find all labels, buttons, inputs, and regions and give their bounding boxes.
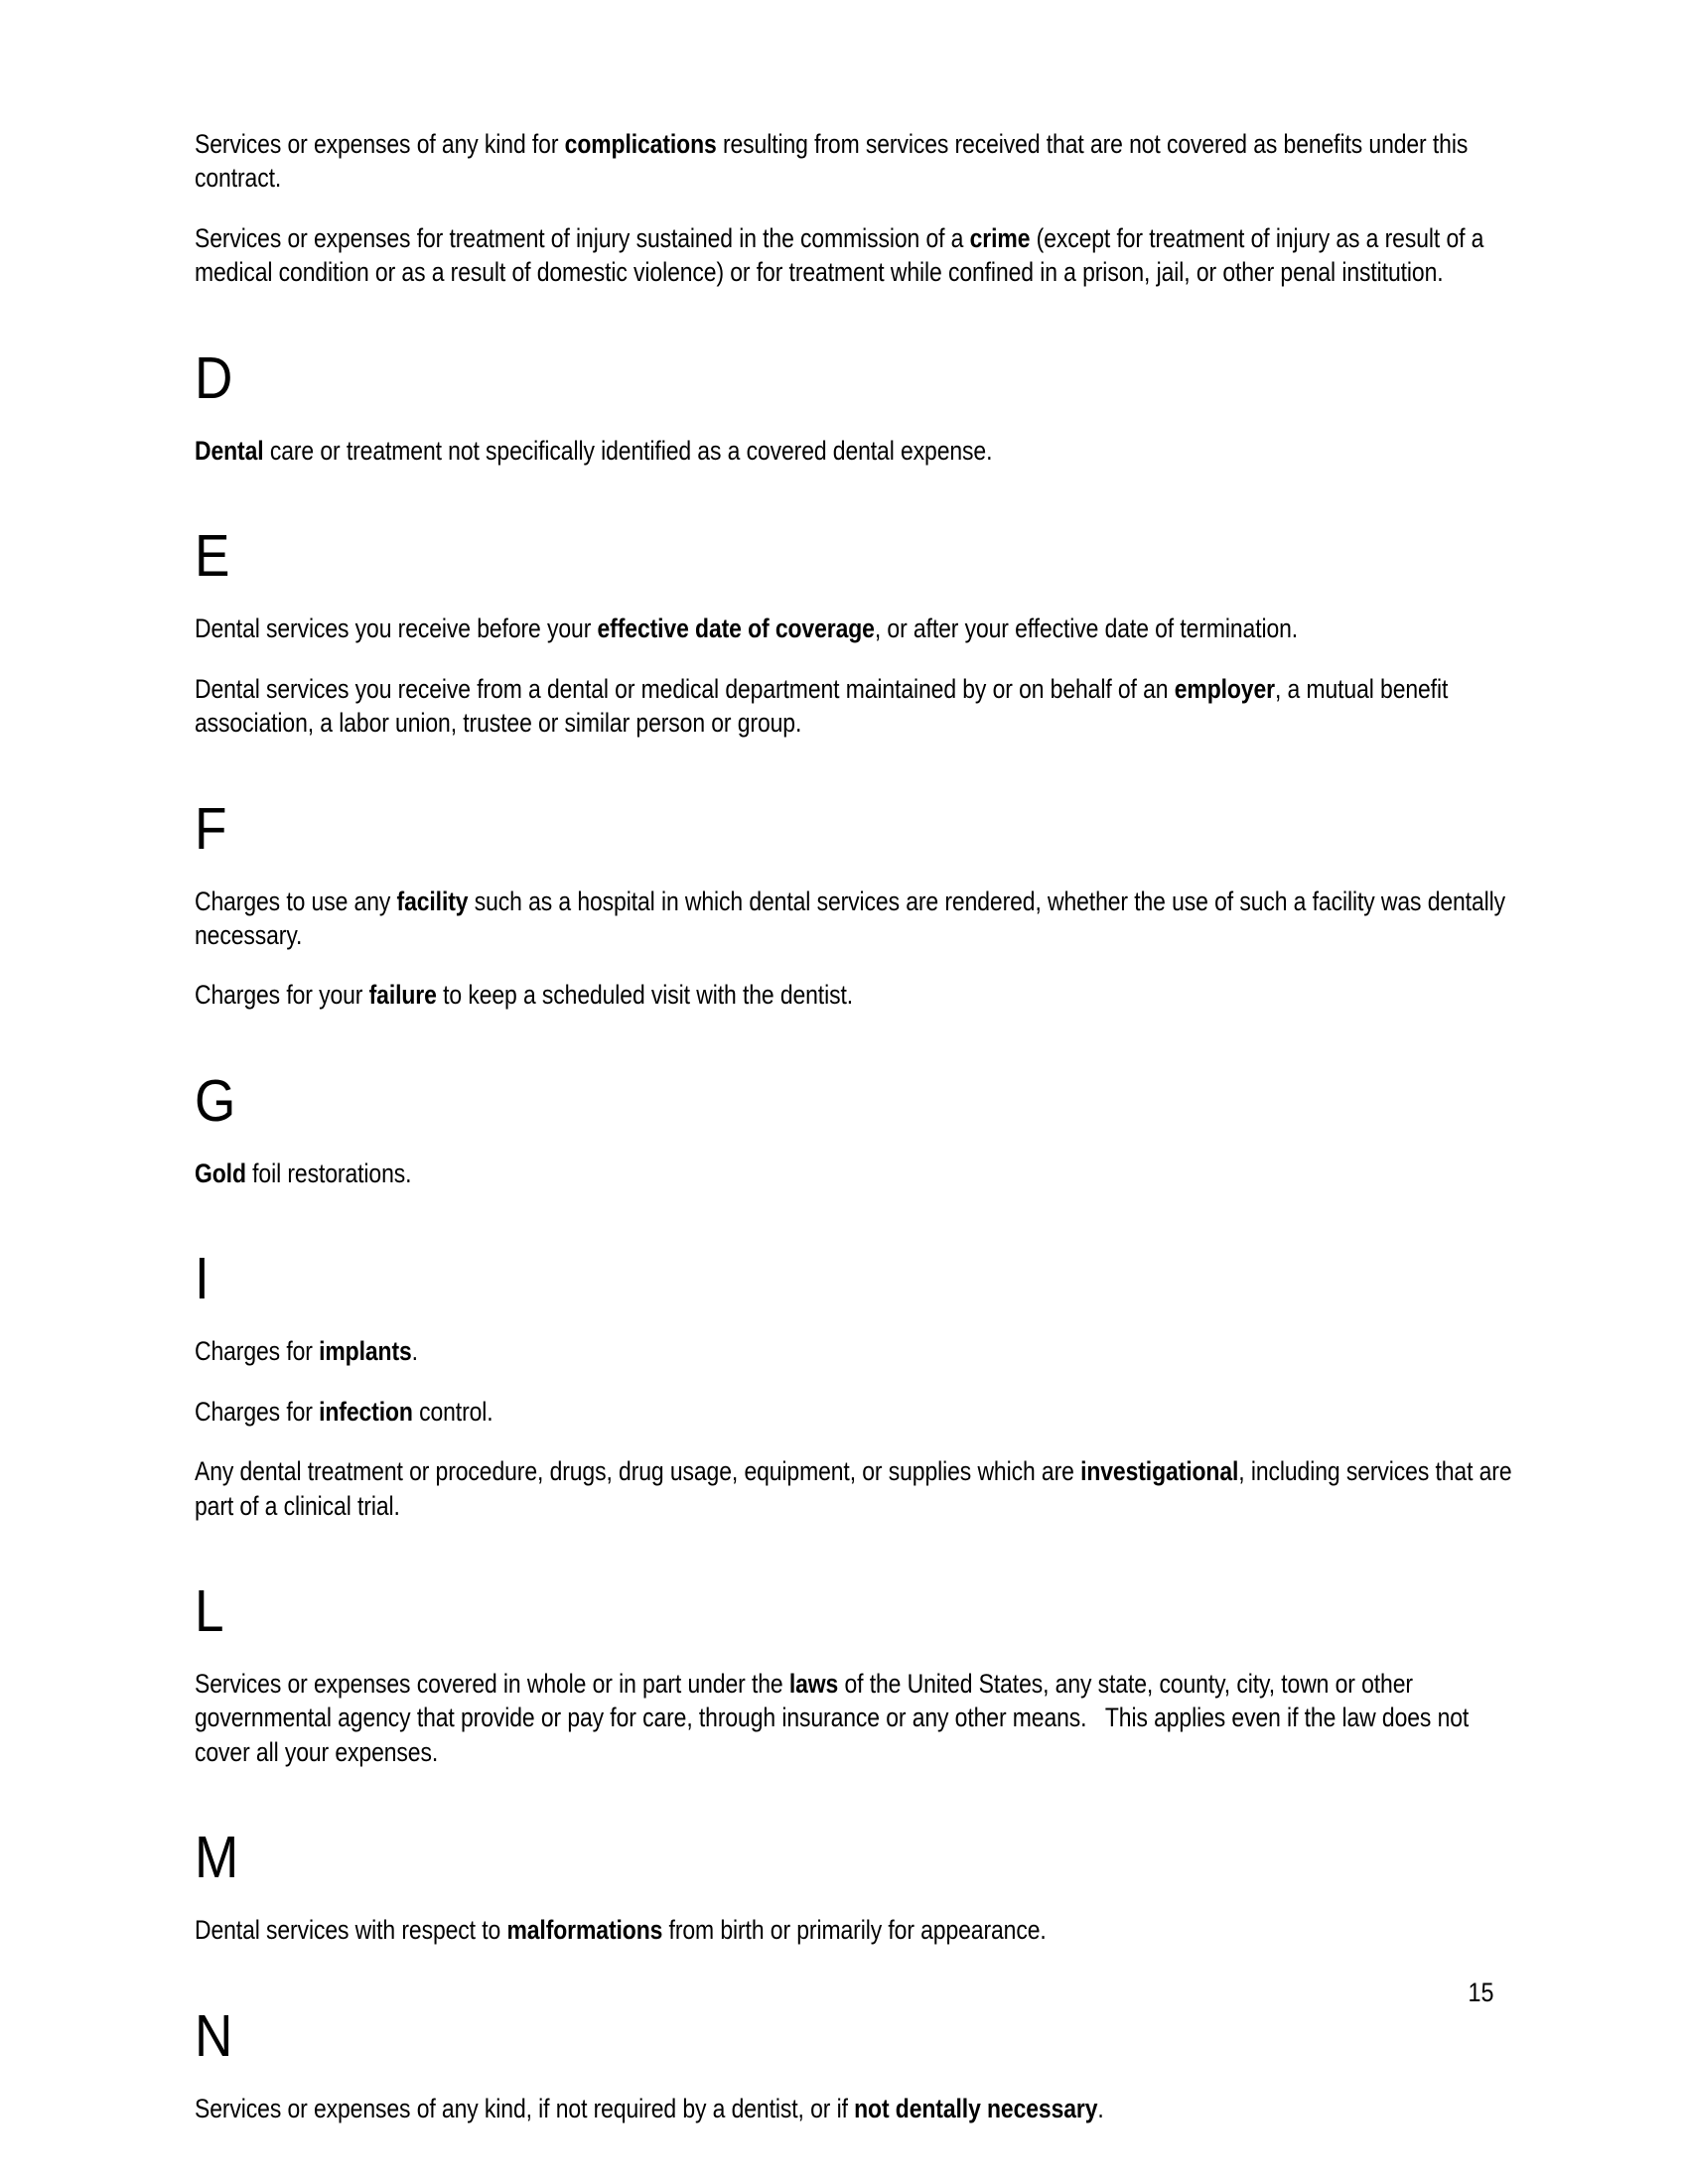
paragraph-text: of the United States, any state, county, city, town or other governmental agency that provide or pay for care, through insurance or any other means. This applies even if the law does not cover all your expenses. [195, 1669, 1476, 1767]
paragraph-text: Dental services you receive before your [195, 614, 598, 644]
paragraph-text: , or after your effective date of termination. [874, 614, 1299, 644]
paragraph-malformations [195, 1913, 1515, 1947]
emphasis-term: effective date of coverage [597, 614, 875, 644]
section-letter-heading: F [195, 795, 227, 862]
paragraph-text: Any dental treatment or procedure, drugs, drug usage, equipment, or supplies which are [195, 1456, 1081, 1487]
paragraph-text: such as a hospital in which dental services are rendered, whether the use of such a facility was dentally necessary. [195, 886, 1512, 950]
paragraph-text: to keep a scheduled visit with the dentist. [436, 980, 854, 1011]
paragraph-text: Services or expenses of any kind, if not required by a dentist, or if [195, 2093, 855, 2123]
emphasis-term: Gold [195, 1158, 246, 1188]
paragraph-text: Services or expenses for treatment of injury sustained in the commission of a [195, 222, 970, 253]
emphasis-term: Dental [195, 435, 264, 466]
section-l [195, 1549, 1515, 1769]
emphasis-term: infection [319, 1396, 413, 1427]
lettered-section-group [195, 316, 1518, 2125]
paragraph-effective-date [195, 612, 1515, 645]
section-spacer [195, 766, 1515, 800]
paragraph-text: foil restorations. [245, 1158, 412, 1188]
section-spacer [195, 316, 1515, 349]
paragraph-text: , including services that are part of a clinical trial. [195, 1456, 1518, 1521]
section-letter-heading: D [195, 344, 233, 411]
paragraph-text: Dental services you receive from a dental or medical department maintained by or on behalf of an [195, 673, 1175, 704]
emphasis-term: implants [319, 1336, 412, 1367]
section-i [195, 1216, 1518, 1523]
section-letter-heading: E [195, 523, 230, 590]
paragraph-failure [195, 978, 1515, 1012]
emphasis-term: laws [788, 1669, 839, 1699]
emphasis-term: crime [969, 222, 1031, 253]
section-letter-heading: I [195, 1246, 210, 1312]
paragraph-gold [195, 1157, 1515, 1190]
paragraph-text: Charges for [195, 1336, 320, 1367]
paragraph-text: Dental services with respect to [195, 1915, 507, 1946]
section-spacer [195, 493, 1515, 527]
section-spacer [195, 1549, 1515, 1582]
section-m [195, 1795, 1515, 1947]
paragraph-text: resulting from services received that are not covered as benefits under this contract. [195, 129, 1475, 194]
section-g [195, 1038, 1515, 1190]
paragraph-text: Charges for your [195, 980, 369, 1011]
paragraph-laws [195, 1667, 1515, 1769]
emphasis-term: facility [396, 886, 469, 916]
section-heading-spacer [195, 1641, 1515, 1667]
emphasis-term: investigational [1080, 1456, 1239, 1487]
section-letter-heading: G [195, 1067, 236, 1134]
paragraph-text: control. [412, 1396, 493, 1427]
emphasis-term: not dentally necessary [854, 2093, 1098, 2123]
section-heading-spacer [195, 1887, 1515, 1913]
paragraph-text: . [411, 1336, 418, 1367]
paragraph-text: Services or expenses of any kind for [195, 129, 565, 159]
section-heading-spacer [195, 408, 1515, 434]
section-n [195, 1974, 1515, 2125]
section-spacer [195, 1216, 1515, 1250]
paragraph-text: . [1097, 2093, 1104, 2123]
section-spacer [195, 1974, 1515, 2007]
emphasis-term: employer [1174, 673, 1275, 704]
section-e [195, 493, 1515, 740]
section-heading-spacer [195, 586, 1515, 612]
paragraph-text: care or treatment not specifically identified as a covered dental expense. [263, 435, 993, 466]
section-heading-spacer [195, 1131, 1515, 1157]
section-spacer [195, 1038, 1515, 1072]
page-content [195, 127, 1518, 2125]
section-heading-spacer [195, 1308, 1515, 1334]
paragraph-text: , a mutual benefit association, a labor union, trustee or similar person or group. [195, 673, 1455, 739]
paragraph-dental [195, 434, 1515, 468]
paragraph-investigational [195, 1454, 1518, 1523]
section-letter-heading: N [195, 2002, 233, 2069]
page-number: 15 [1468, 1977, 1493, 2007]
emphasis-term: malformations [506, 1915, 663, 1946]
section-spacer [195, 1795, 1515, 1829]
emphasis-term: complications [564, 129, 717, 159]
paragraph-crime [195, 221, 1515, 290]
paragraph-facility [195, 885, 1515, 953]
paragraph-complications [195, 127, 1515, 196]
emphasis-term: failure [368, 980, 437, 1011]
paragraph-infection [195, 1395, 1515, 1429]
intro-paragraph-group [195, 127, 1515, 290]
paragraph-implants [195, 1334, 1515, 1368]
section-letter-heading: M [195, 1825, 239, 1891]
paragraph-text: Charges to use any [195, 886, 397, 916]
section-heading-spacer [195, 859, 1515, 885]
paragraph-not-dentally-necessary [195, 2092, 1515, 2125]
paragraph-text: from birth or primarily for appearance. [662, 1915, 1047, 1946]
section-heading-spacer [195, 2066, 1515, 2092]
section-f [195, 766, 1515, 1013]
section-d [195, 316, 1515, 468]
paragraph-text: Charges for [195, 1396, 320, 1427]
paragraph-employer [195, 672, 1515, 741]
paragraph-text: Services or expenses covered in whole or in part under the [195, 1669, 789, 1699]
paragraph-text: (except for treatment of injury as a result of a medical condition or as a result of domestic violence) or for treatment while confined in a prison, jail, or other penal institution. [195, 222, 1490, 288]
section-letter-heading: L [195, 1578, 224, 1644]
